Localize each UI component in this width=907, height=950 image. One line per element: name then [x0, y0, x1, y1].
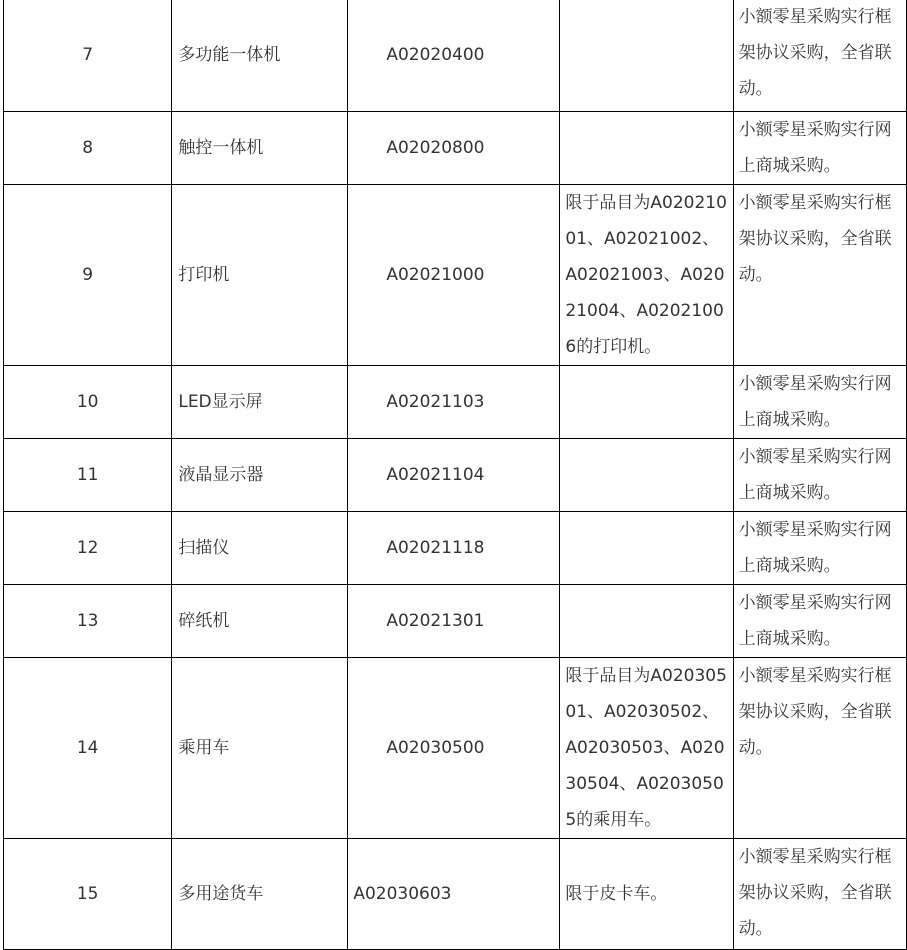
item-name: 多功能一体机: [172, 0, 348, 112]
row-number: 15: [4, 839, 172, 950]
item-note: 限于皮卡车。: [560, 839, 733, 950]
item-note: [560, 439, 733, 512]
table-row: [4, 439, 907, 512]
item-code: A02021301: [348, 585, 560, 658]
item-name: LED显示屏: [172, 366, 348, 439]
item-name: 打印机: [172, 185, 348, 366]
row-number: 13: [4, 585, 172, 658]
procurement-table: [3, 0, 907, 950]
row-number: 9: [4, 185, 172, 366]
table-row: [4, 185, 907, 366]
item-name: 乘用车: [172, 658, 348, 839]
row-number: 7: [4, 0, 172, 112]
item-note: [560, 585, 733, 658]
item-name: 扫描仪: [172, 512, 348, 585]
table-row: [4, 112, 907, 185]
table-row: [4, 585, 907, 658]
item-name: 液晶显示器: [172, 439, 348, 512]
row-number: 10: [4, 366, 172, 439]
item-note: [560, 112, 733, 185]
row-number: 14: [4, 658, 172, 839]
item-note: 限于品目为A02021001、A02021002、A02021003、A02021004、A02021006的打印机。: [560, 185, 733, 366]
item-code: A02030603: [348, 839, 560, 950]
item-name: 多用途货车: [172, 839, 348, 950]
procurement-method: 小额零星采购实行框架协议采购，全省联动。: [733, 0, 906, 112]
item-name: 触控一体机: [172, 112, 348, 185]
item-note: [560, 512, 733, 585]
table-row: [4, 0, 907, 112]
item-code: A02030500: [348, 658, 560, 839]
procurement-method: 小额零星采购实行网上商城采购。: [733, 585, 906, 658]
procurement-method: 小额零星采购实行框架协议采购，全省联动。: [733, 839, 906, 950]
row-number: 11: [4, 439, 172, 512]
table-row: [4, 366, 907, 439]
table-row: [4, 839, 907, 950]
item-code: A02021104: [348, 439, 560, 512]
procurement-method: 小额零星采购实行网上商城采购。: [733, 512, 906, 585]
item-code: A02020800: [348, 112, 560, 185]
item-code: A02021103: [348, 366, 560, 439]
item-note: [560, 366, 733, 439]
item-note: [560, 0, 733, 112]
procurement-method: 小额零星采购实行框架协议采购，全省联动。: [733, 185, 906, 366]
item-name: 碎纸机: [172, 585, 348, 658]
table-row: [4, 512, 907, 585]
procurement-method: 小额零星采购实行网上商城采购。: [733, 366, 906, 439]
procurement-method: 小额零星采购实行网上商城采购。: [733, 112, 906, 185]
item-code: A02021118: [348, 512, 560, 585]
item-note: 限于品目为A02030501、A02030502、A02030503、A02030504、A02030505的乘用车。: [560, 658, 733, 839]
row-number: 12: [4, 512, 172, 585]
row-number: 8: [4, 112, 172, 185]
procurement-method: 小额零星采购实行网上商城采购。: [733, 439, 906, 512]
item-code: A02020400: [348, 0, 560, 112]
procurement-method: 小额零星采购实行框架协议采购，全省联动。: [733, 658, 906, 839]
table-row: [4, 658, 907, 839]
item-code: A02021000: [348, 185, 560, 366]
